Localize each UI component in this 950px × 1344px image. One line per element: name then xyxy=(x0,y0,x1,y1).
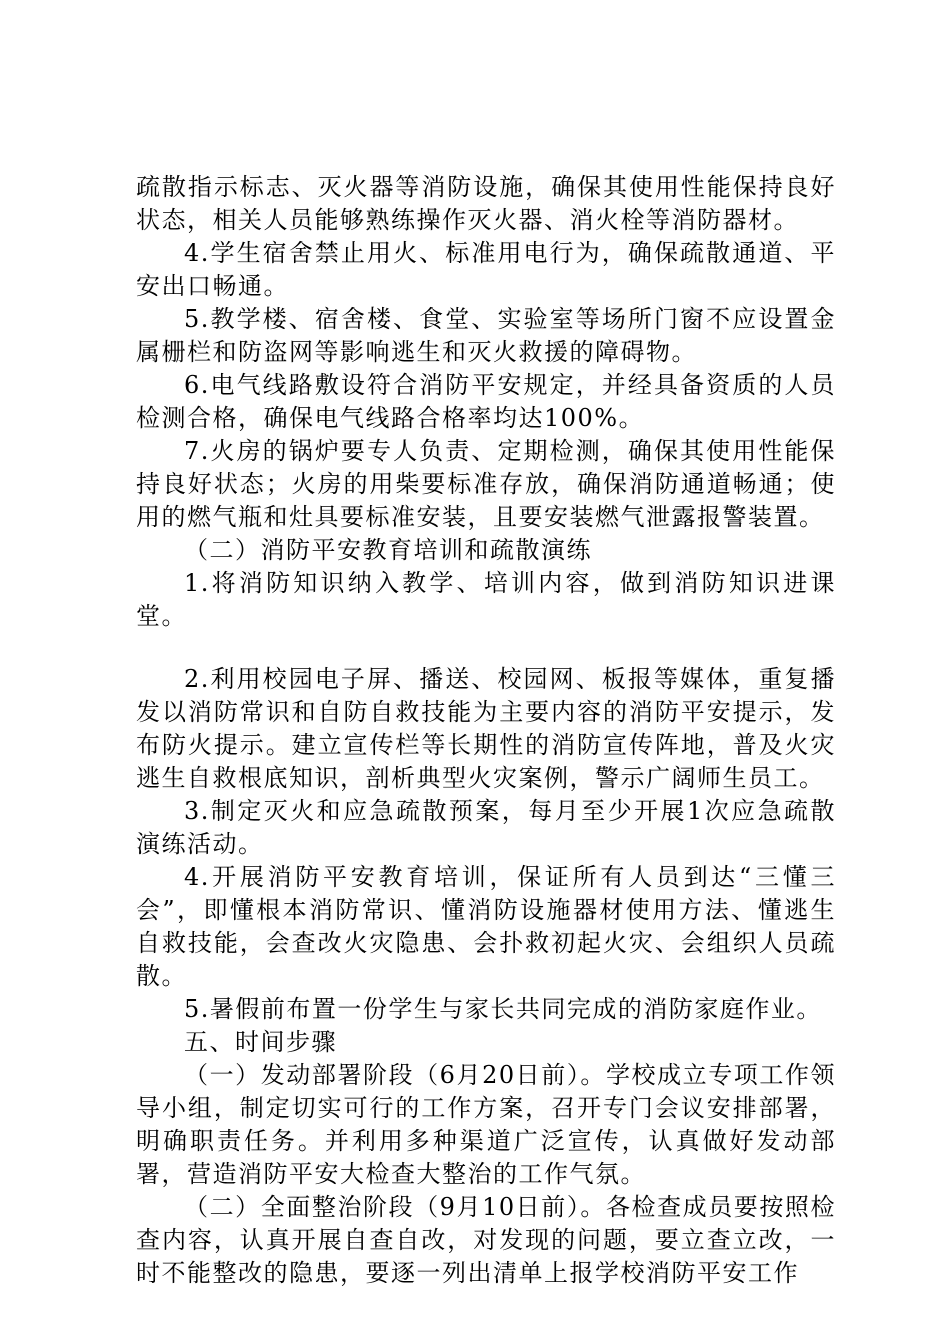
paragraph-stage-2: （二）全面整治阶段（9月10日前）。各检查成员要按照检查内容，认真开展自查自改，对发现的问题，要立查立改，一时不能整改的隐患，要逐一列出清单上报学校消防平安工作 xyxy=(136,1193,836,1287)
blank-line xyxy=(136,633,836,663)
document-body xyxy=(136,171,836,1290)
paragraph-item-7: 7.火房的锅炉要专人负责、定期检测，确保其使用性能保持良好状态；火房的用柴要标准存放，确保消防通道畅通；使用的燃气瓶和灶具要标准安装，且要安装燃气泄露报警装置。 xyxy=(136,437,836,531)
paragraph-item-5: 5.教学楼、宿舍楼、食堂、实验室等场所门窗不应设置金属栅栏和防盗网等影响逃生和灭火救援的障碍物。 xyxy=(136,305,836,366)
paragraph-continued: 疏散指示标志、灭火器等消防设施，确保其使用性能保持良好状态，相关人员能够熟练操作灭火器、消火栓等消防器材。 xyxy=(136,173,836,234)
paragraph-item-6: 6.电气线路敷设符合消防平安规定，并经具备资质的人员检测合格，确保电气线路合格率均达100%。 xyxy=(136,371,836,432)
paragraph-item-4: 4.学生宿舍禁止用火、标准用电行为，确保疏散通道、平安出口畅通。 xyxy=(136,239,836,300)
section-heading-schedule: 五、时间步骤 xyxy=(184,1028,337,1056)
paragraph-training-1: 1.将消防知识纳入教学、培训内容，做到消防知识进课堂。 xyxy=(136,569,836,630)
paragraph-training-5: 5.暑假前布置一份学生与家长共同完成的消防家庭作业。 xyxy=(184,995,822,1023)
paragraph-training-3: 3.制定灭火和应急疏散预案，每月至少开展1次应急疏散演练活动。 xyxy=(136,797,836,858)
paragraph-training-4: 4.开展消防平安教育培训，保证所有人员到达“三懂三会”，即懂根本消防常识、懂消防设施器材使用方法、懂逃生自救技能，会查改火灾隐患、会扑救初起火灾、会组织人员疏散。 xyxy=(136,863,836,990)
paragraph-stage-1: （一）发动部署阶段（6月20日前）。学校成立专项工作领导小组，制定切实可行的工作方案，召开专门会议安排部署，明确职责任务。并利用多种渠道广泛宣传，认真做好发动部署，营造消防平安大检查大整治的工作气氛。 xyxy=(136,1061,836,1188)
paragraph-training-2: 2.利用校园电子屏、播送、校园网、板报等媒体，重复播发以消防常识和自防自救技能为主要内容的消防平安提示，发布防火提示。建立宣传栏等长期性的消防宣传阵地，普及火灾逃生自救根底知识，剖析典型火灾案例，警示广阔师生员工。 xyxy=(136,665,836,792)
section-heading-training: （二）消防平安教育培训和疏散演练 xyxy=(184,536,592,564)
